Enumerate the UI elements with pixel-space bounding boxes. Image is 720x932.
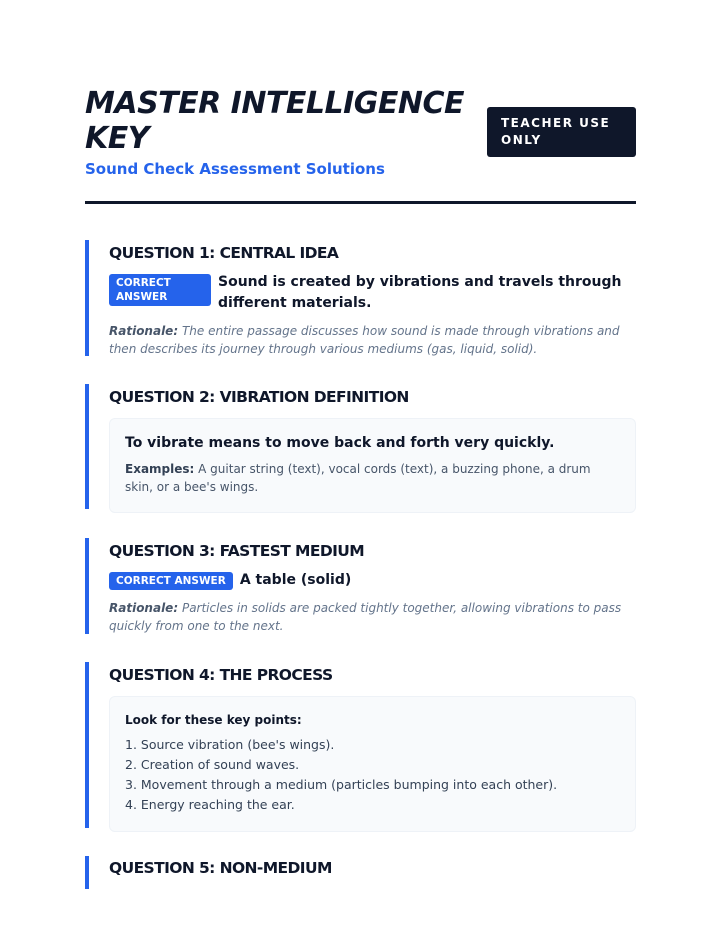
page-subtitle: Sound Check Assessment Solutions: [85, 160, 385, 178]
examples-list: A guitar string (text), vocal cords (text), a buzzing phone, a drum skin, or a bee's wings.: [125, 462, 591, 494]
examples-label: Examples:: [125, 462, 195, 476]
key-points-list: [125, 735, 620, 815]
rationale-text: The entire passage discusses how sound is made through vibrations and then describes its journey through various mediums (gas, liquid, solid).: [109, 324, 620, 356]
question-3-answer: A table (solid): [239, 572, 352, 588]
list-item: 4. Energy reaching the ear.: [125, 797, 295, 812]
rationale-text: Particles in solids are packed tightly together, allowing vibrations to pass quickly from one to the next.: [109, 601, 622, 633]
page-title: MASTER INTELLIGENCE KEY: [85, 86, 465, 156]
vibrate-definition: To vibrate means to move back and forth very quickly.: [125, 435, 555, 451]
correct-answer-badge: CORRECT ANSWER: [109, 572, 233, 590]
rationale-label: Rationale:: [109, 324, 179, 338]
question-1-heading: QUESTION 1: CENTRAL IDEA: [109, 244, 339, 262]
page-header: [85, 86, 636, 178]
question-1-rationale: [109, 322, 636, 358]
question-4-heading: QUESTION 4: THE PROCESS: [109, 666, 333, 684]
examples-text: [125, 460, 620, 496]
key-points-title: Look for these key points:: [125, 713, 302, 727]
question-2-heading: QUESTION 2: VIBRATION DEFINITION: [109, 388, 409, 406]
question-1-section: [85, 240, 636, 356]
list-item: 1. Source vibration (bee's wings).: [125, 737, 335, 752]
question-3-answer-row: [109, 570, 636, 591]
definition-card: [109, 418, 636, 513]
rationale-label: Rationale:: [109, 601, 179, 615]
teacher-use-badge: TEACHER USE ONLY: [487, 107, 636, 157]
question-5-heading: QUESTION 5: NON-MEDIUM: [109, 859, 332, 877]
list-item: 2. Creation of sound waves.: [125, 757, 300, 772]
question-1-answer-row: [109, 272, 636, 314]
question-3-section: [85, 538, 636, 634]
question-1-answer: Sound is created by vibrations and travels through different materials.: [218, 274, 622, 311]
correct-answer-badge: CORRECT ANSWER: [109, 274, 211, 306]
question-3-rationale: [109, 599, 636, 635]
list-item: 3. Movement through a medium (particles bumping into each other).: [125, 777, 558, 792]
question-2-section: [85, 384, 636, 509]
question-3-heading: QUESTION 3: FASTEST MEDIUM: [109, 542, 365, 560]
question-5-section: [85, 856, 636, 889]
key-points-card: [109, 696, 636, 832]
header-divider: [85, 201, 636, 204]
question-4-section: [85, 662, 636, 828]
